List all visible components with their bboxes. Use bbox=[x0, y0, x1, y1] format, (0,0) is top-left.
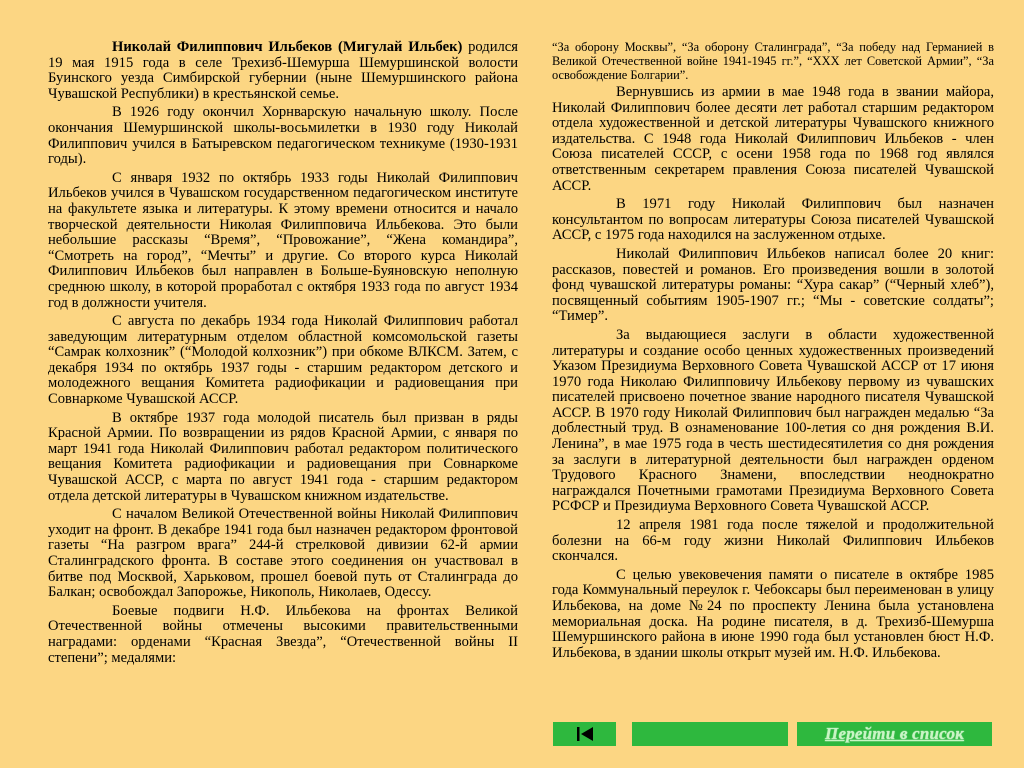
navigation-bar bbox=[553, 722, 992, 746]
paragraph-birth bbox=[48, 40, 518, 102]
left-text-column bbox=[48, 40, 518, 669]
paragraph-consultant: В 1971 году Николай Филиппович был назначен консультантом по вопросам литературы Союза писателей Чувашской АССР, с 1975 года находился на заслуженном отдыхе. bbox=[552, 196, 994, 244]
paragraph-return: Вернувшись из армии в мае 1948 года в звании майора, Николай Филиппович более десяти лет работал старшим редактором отдела художественной и детской литературы Чувашского книжного издательства. С 1948 года Николай Филиппович Ильбеков - член Союза писателей СССР, с осени 1958 года по 1968 год являлся ответственным секретарем правления Союза писателей Чувашской АССР. bbox=[552, 84, 994, 194]
paragraph-death: 12 апреля 1981 года после тяжелой и продолжительной болезни на 66-м году жизни Николай Филиппович Ильбеков скончался. bbox=[552, 517, 994, 565]
birth-text: родился 19 мая 1915 года в селе Трехизб-Шемурша Шемуршинской волости Буинского уезда Симбирской губернии (ныне Шемуршинского района Чувашской Республики) в крестьянской семье. bbox=[48, 39, 518, 102]
paragraph-education: В 1926 году окончил Хорнварскую начальную школу. После окончания Шемуршинской школы-восьмилетки в 1930 году Николай Филиппович учился в Батыревском педагогическом техникуме (1930-1931 годы). bbox=[48, 104, 518, 168]
back-button[interactable] bbox=[553, 722, 616, 746]
paragraph-army: В октябре 1937 года молодой писатель был призван в ряды Красной Армии. По возвращении из рядов Красной Армии, с января по март 1941 года Николай Филиппович работал редактором политического вещания Комитета радиофикации и радиовещания при Совнаркоме Чувашской АССР, с марта по август 1941 года - старшим редактором отдела детской литературы в Чувашском книжном издательстве. bbox=[48, 409, 518, 504]
paragraph-awards: Боевые подвиги Н.Ф. Ильбекова на фронтах Великой Отечественной войны отмечены высокими правительственными наградами: орденами “Красная Звезда”, “Отечественной войны II степени”; медалями: bbox=[48, 602, 518, 666]
paragraph-memory: С целью увековечения памяти о писателе в октябре 1985 года Коммунальный переулок г. Чебоксары был переименован в улицу Ильбекова, на доме №24 по проспекту Ленина была установлена мемориальная доска. На родине писателя, в д. Трехизб-Шемурша Шемуршинского района в июне 1990 года был установлен бюст Н.Ф. Ильбекова, в здании школы открыт музей им. Н.Ф. Ильбекова. bbox=[552, 566, 994, 661]
paragraph-medals: “За оборону Москвы”, “За оборону Сталинграда”, “За победу над Германией в Великой Отечественной войне 1941-1945 гг.”, “XXX лет Советской Армии”, “За освобождение Болгарии”. bbox=[552, 40, 994, 82]
paragraph-newspaper: С августа по декабрь 1934 года Николай Филиппович работал заведующим литературным отделом областной комсомольской газеты “Самрак колхозник” (“Молодой колхозник”) при обкоме ВЛКСМ. Затем, с декабря 1934 по октябрь 1937 годы - старшим редактором детского и молодежного вещания Комитета радиофикации и радиовещания при Совнаркоме Чувашской АССР. bbox=[48, 313, 518, 408]
author-name: Николай Филиппович Ильбеков (Мигулай Ильбек) bbox=[112, 39, 463, 55]
paragraph-books: Николай Филиппович Ильбеков написал более 20 книг: рассказов, повестей и романов. Его произведения вошли в золотой фонд чувашской литературы романы: “Хура сакар” (“Черный хлеб”), посвященный событиям 1905-1907 гг.; “Мы - советские солдаты”; “Тимер”. bbox=[552, 245, 994, 325]
paragraph-honors: За выдающиеся заслуги в области художественной литературы и создание особо ценных художественных произведений Указом Президиума Верховного Совета Чувашской АССР от 17 июня 1970 года Николаю Филипповичу Ильбекову первому из чувашских писателей присвоено почетное звание народного писателя Чувашской АССР. В 1970 году Николай Филиппович был награжден медалью “За доблестный труд. В ознаменование 100-летия со дня рождения В.И. Ленина”, в мае 1975 года в честь шестидесятилетия со дня рождения за заслуги в литературной деятельности был награжден орденом Трудового Красного Знамени, впоследствии неоднократно награждался Почетными грамотами Президиума Верховного Совета РСФСР и Президиума Верховного Совета Чувашской АССР. bbox=[552, 326, 994, 515]
skip-back-icon bbox=[573, 725, 597, 743]
right-text-column bbox=[552, 40, 994, 664]
nav-spacer-bar bbox=[632, 722, 788, 746]
paragraph-institute: С января 1932 по октябрь 1933 годы Николай Филиппович Ильбеков учился в Чувашском государственном педагогическом институте на факультете языка и литературы. К этому времени относится и начало творческой деятельности Николая Филипповича Ильбекова. Это были небольшие рассказы “Время”, “Провожание”, “Жена командира”, “Смотреть на город”, “Мечты” и другие. Со второго курса Николай Филиппович Ильбеков был направлен в Больше-Буяновскую неполную среднюю школу, в которой проработал с октября 1933 года по август 1934 год в должности учителя. bbox=[48, 169, 518, 311]
paragraph-war: С началом Великой Отечественной войны Николай Филиппович уходит на фронт. В декабре 1941 года был назначен редактором фронтовой газеты “На разгром врага” 244-й стрелковой дивизии 62-й армии Сталинградского фронта. В составе этого соединения он участвовал в битве под Москвой, Харьковом, прошел боевой путь от Сталинграда до Балкан; освобождал Запорожье, Никополь, Николаев, Одессу. bbox=[48, 506, 518, 601]
go-to-list-link[interactable]: Перейти в список bbox=[797, 722, 992, 746]
